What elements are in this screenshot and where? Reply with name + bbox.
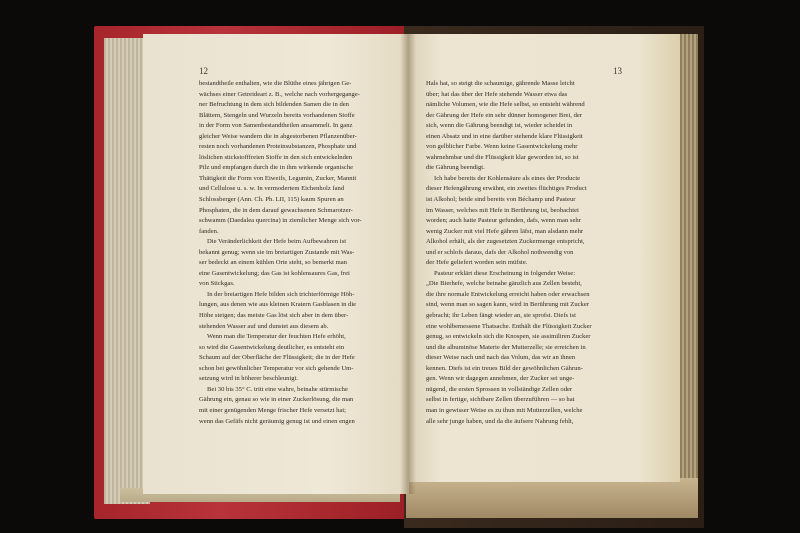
text-line: von gelblicher Farbe. Wenn keine Gasentwickelung mehr xyxy=(426,143,578,151)
text-line: Hals hat, so steigt die schaumige, gährende Masse leicht xyxy=(426,80,575,87)
text-line: genug, so entwickeln sich die Knospen, sie assimiliren Zucker xyxy=(426,333,591,341)
text-line: gleicher Weise wandern die in abgestorbenen Pflanzenüber- xyxy=(199,132,357,140)
text-line: schon bei gewöhnlicher Temperatur vor sich gehende Um- xyxy=(199,364,354,372)
text-line: Pilz und empfangen durch die in ihm wirkende organische xyxy=(199,164,354,172)
text-line: bestandtheile enthalten, wie die Blüthe eines jährigen Ge- xyxy=(199,80,352,87)
text-line: setzung wird in höherer beschleunigt. xyxy=(199,375,299,383)
text-line: Thätigkeit die Form von Eiweifs, Legumin, Zucker, Mannit xyxy=(199,174,357,182)
right-page-text xyxy=(426,79,626,427)
text-line: lungen, aus denen wie aus kleinen Kratern Gasblasen in die xyxy=(199,301,357,309)
left-page-text xyxy=(199,79,389,427)
text-line: alle sehr junge haben, und da die äufsere Nahrung fehlt, xyxy=(426,417,574,425)
text-line: kennen. Diefs ist ein treues Bild der gewöhnlichen Gährun- xyxy=(426,364,583,372)
text-line: Die Veränderlichkeit der Hefe beim Aufbewahren ist xyxy=(207,238,347,246)
text-line: Pasteur erklärt diese Erscheinung in folgender Weise: xyxy=(434,269,576,277)
text-line: ner Befruchtung in dem sich bildenden Samen die in den xyxy=(199,101,349,109)
text-line: nügend, die ersten Sprossen in vollständige Zellen oder xyxy=(426,385,573,393)
text-line: der Gährung der Hefe ein sehr dünner homogener Brei, der xyxy=(426,111,582,119)
text-line: und Cellulose u. s. w. In vermodertem Eichenholz fand xyxy=(199,185,345,193)
text-line: resten noch vorhandenen Proteinsubstanzen, Phosphate und xyxy=(199,143,357,151)
text-line: die ihre normale Entwickelung erreicht haben oder erwachsen xyxy=(426,290,590,298)
text-line: dieser Hefengährung erwähnt, ein zweites flüchtiges Product xyxy=(426,185,587,193)
right-page xyxy=(408,34,680,482)
text-line: worden; auch hatte Pasteur gefunden, dafs, wenn man sehr xyxy=(426,217,581,225)
text-line: dieser Weise nach und nach das Volum, das wir an ihnen xyxy=(426,354,576,362)
text-line: löslichen stickstofffreien Stoffe in den sich entwickelnden xyxy=(199,153,353,161)
text-line: einen Absatz und in eine darüber stehende klare Flüssigkeit xyxy=(426,132,583,140)
text-line: Blättern, Stengeln und Wurzeln bereits vorhandenen Stoffe xyxy=(199,111,355,119)
book-gutter xyxy=(400,34,416,494)
text-line: nämliche Volumen, wie die Hefe selbst, so entsteht während xyxy=(426,101,585,109)
text-line: ser bedeckt an einem kühlen Orte steht, so bemerkt man xyxy=(199,259,347,267)
text-line: Gährung ein, genau so wie in einer Zuckerlösung, die man xyxy=(199,396,354,404)
text-line: Bei 30 bis 35° C. tritt eine wahre, beinahe stürmische xyxy=(207,385,348,393)
text-line: eine Gasentwickelung; das Gas ist kohlensaures Gas, frei xyxy=(199,269,350,277)
text-line: In der breiartigen Hefe bilden sich trichterförmige Höh- xyxy=(207,290,355,298)
text-line: bekannt genug; wenn sie im breiartigen Zustande mit Was- xyxy=(199,248,355,256)
text-line: Phosphaten, die in dem darauf gewachsenen Schmarotzer- xyxy=(199,206,353,214)
text-line: und er schlofs daraus, dafs der Alkohol nothwendig von xyxy=(426,248,574,256)
text-line: in der Form von Samenbestandtheilen ansammelt. In ganz xyxy=(199,122,353,130)
right-bottom-edges xyxy=(406,478,698,518)
text-line: Wenn man die Temperatur der feuchten Hefe erhöht, xyxy=(207,333,346,341)
text-line: schwamm (Daedalea quercina) in ziemlicher Menge sich vor- xyxy=(199,217,362,225)
text-line: wächses einer Getreideart z. B., welche nach vorhergegange- xyxy=(199,90,360,98)
text-line: eine wohlbemessene Thatsache. Enthält die Flüssigkeit Zucker xyxy=(426,322,592,330)
text-line: sind, wenn man so sagen kann, wird in Berührung mit Zucker xyxy=(426,301,589,309)
text-line: Höhe steigen; das meiste Gas löst sich aber in dem über- xyxy=(199,312,349,320)
text-line: gen. Wenn wir dagegen annehmen, der Zucker sei unge- xyxy=(426,375,575,383)
text-line: Schaum auf der Oberfläche der Flüssigkeit; die in der Hefe xyxy=(199,354,355,362)
left-page-number: 12 xyxy=(199,66,208,76)
text-line: Schlossberger (Ann. Ch. Ph. LII, 115) kaum Spuren an xyxy=(199,196,344,204)
text-line: von Stickgas. xyxy=(199,280,235,288)
text-line: wahrnehmbar und die Flüssigkeit klar geworden ist, so ist xyxy=(426,153,579,161)
text-line: Alkohol erhält, als der zugesetzten Zuckermenge entspricht, xyxy=(426,238,585,246)
text-line: wenig Zucker mit viel Hefe gähren läfst, man alsdann mehr xyxy=(426,227,584,235)
text-line: so wird die Gasentwickelung deutlicher, es entsteht ein xyxy=(199,343,345,351)
text-line: gebracht; ihr Leben fängt wieder an, sie sprofst. Diefs ist xyxy=(426,312,576,320)
text-line: sich, wenn die Gährung beendigt ist, wieder scheidet in xyxy=(426,122,573,130)
text-line: man in gewisser Weise es zu thun mit Mutterzellen, welche xyxy=(426,406,583,414)
text-line: fanden. xyxy=(199,227,219,235)
left-page xyxy=(143,34,409,494)
text-line: Ich habe bereits der Kohlensäure als eines der Producte xyxy=(434,174,581,182)
text-line: wenn das Gefäfs nicht geräumig genug ist und einen engen xyxy=(199,417,355,425)
text-line: und die albuminöse Materie der Mutterzelle; sie erreichen in xyxy=(426,343,586,351)
text-line: über; hat das über der Hefe stehende Wasser etwa das xyxy=(426,90,568,98)
text-line: selbst in fertige, sichtbare Zellen überzuführen — so hat xyxy=(426,396,575,404)
right-page-number: 13 xyxy=(613,66,622,76)
text-line: stehenden Wasser auf und dunstet aus diesem ab. xyxy=(199,322,329,330)
text-line: „Die Bierhefe, welche beinahe gänzlich aus Zellen besteht, xyxy=(426,280,582,288)
text-line: ist Alkohol; beide sind bereits von Béchamp und Pasteur xyxy=(426,196,576,204)
text-line: im Wasser, welches mit Hefe in Berührung ist, beobachtet xyxy=(426,206,579,214)
text-line: mit einer genügenden Menge frischer Hefe versetzt hat; xyxy=(199,406,347,414)
text-line: die Gährung beendigt. xyxy=(426,164,485,172)
text-line: der Hefe geliefert worden sein müfste. xyxy=(426,259,528,267)
